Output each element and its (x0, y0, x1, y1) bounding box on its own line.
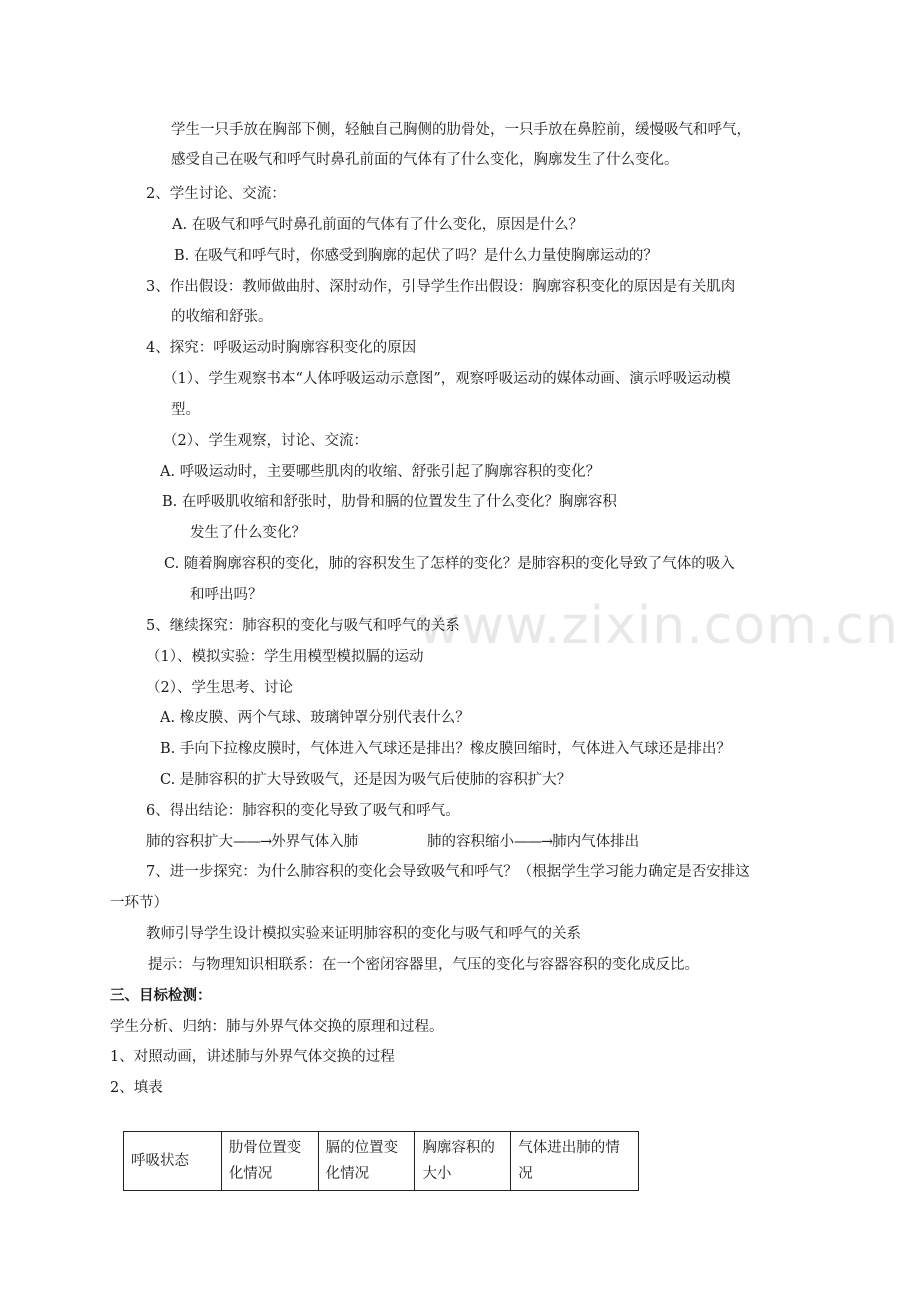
header-text: 胸廓容积的大小 (422, 1140, 495, 1182)
fill-in-table (123, 1131, 639, 1191)
text-line: 1、对照动画，讲述肺与外界气体交换的过程 (110, 1049, 395, 1065)
step-heading: 5、继续探究：肺容积的变化与吸气和呼气的关系 (146, 618, 460, 634)
table-header-cell (511, 1132, 639, 1191)
table-header-row (124, 1132, 639, 1191)
text-line: 学生分析、归纳：肺与外界气体交换的原理和过程。 (110, 1019, 444, 1035)
text-line: 2、填表 (110, 1080, 163, 1096)
text-line: 教师引导学生设计模拟实验来证明肺容积的变化与吸气和呼气的关系 (146, 926, 581, 942)
question-item: B. 在呼吸肌收缩和舒张时，肋骨和膈的位置发生了什么变化？胸廓容积 (162, 494, 617, 510)
watermark: www.zixin.com.cn (418, 596, 899, 656)
text-line: 感受自己在吸气和呼气时鼻孔前面的气体有了什么变化，胸廓发生了什么变化。 (171, 152, 679, 168)
conclusion-flow-inhale (146, 832, 358, 852)
question-item: A. 在吸气和呼气时鼻孔前面的气体有了什么变化，原因是什么？ (172, 217, 584, 233)
sub-step: （1）、模拟实验：学生用模型模拟膈的运动 (146, 649, 424, 665)
question-item: A. 橡皮膜、两个气球、玻璃钟罩分别代表什么？ (160, 710, 470, 726)
text-line: 学生一只手放在胸部下侧，轻触自己胸侧的肋骨处，一只手放在鼻腔前，缓慢吸气和呼气， (171, 122, 751, 138)
step-heading: 4、探究：呼吸运动时胸廓容积变化的原因 (146, 340, 417, 356)
right-arrow-icon: ——→ (514, 834, 553, 850)
text-line: 和呼出吗？ (190, 587, 263, 603)
step-heading: 7、进一步探究：为什么肺容积的变化会导致吸气和呼气？（根据学生学习能力确定是否安排这 (146, 864, 750, 880)
right-arrow-icon: ——→ (233, 834, 272, 850)
table-header-cell (415, 1132, 511, 1191)
sub-step: （1）、学生观察书本“人体呼吸运动示意图”，观察呼吸运动的媒体动画、演示呼吸运动模 (163, 371, 731, 387)
text-line: 的收缩和舒张。 (171, 309, 273, 325)
text-line: 一环节） (110, 895, 168, 911)
text-line: 发生了什么变化？ (190, 525, 306, 541)
exhale-cause: 肺的容积缩小 (427, 834, 514, 850)
step-heading: 3、作出假设：教师做曲肘、深肘动作，引导学生作出假设：胸廓容积变化的原因是有关肌肉 (146, 279, 736, 295)
sub-step: （2）、学生思考、讨论 (146, 680, 293, 696)
question-item: B. 在吸气和呼气时，你感受到胸廓的起伏了吗？是什么力量使胸廓运动的？ (174, 248, 658, 264)
inhale-result: 外界气体入肺 (271, 834, 359, 850)
header-text: 呼吸状态 (131, 1153, 189, 1169)
table-header-cell (318, 1132, 415, 1191)
question-item: C. 是肺容积的扩大导致吸气，还是因为吸气后使肺的容积扩大？ (160, 772, 572, 788)
text-line: 型。 (171, 402, 200, 418)
question-item: B. 手向下拉橡皮膜时，气体进入气球还是排出？橡皮膜回缩时，气体进入气球还是排出？ (160, 741, 731, 757)
question-item: C. 随着胸廓容积的变化，肺的容积发生了怎样的变化？是肺容积的变化导致了气体的吸入 (164, 556, 735, 572)
exhale-result: 肺内气体排出 (552, 834, 640, 850)
conclusion-flow-exhale (427, 832, 639, 852)
table-header-cell (124, 1132, 222, 1191)
question-item: A. 呼吸运动时，主要哪些肌肉的收缩、舒张引起了胸廓容积的变化？ (160, 464, 601, 480)
sub-step: （2）、学生观察，讨论、交流： (163, 433, 368, 449)
step-heading: 6、得出结论：肺容积的变化导致了吸气和呼气。 (146, 803, 460, 819)
header-text: 肋骨位置变化情况 (228, 1140, 302, 1182)
section-heading: 三、目标检测： (110, 987, 212, 1004)
step-heading: 2、学生讨论、交流： (146, 186, 286, 202)
inhale-cause: 肺的容积扩大 (146, 834, 233, 850)
header-text: 膈的位置变化情况 (325, 1140, 399, 1182)
header-text: 气体进出肺的情况 (518, 1140, 620, 1182)
hint-line: 提示：与物理知识相联系：在一个密闭容器里，气压的变化与容器容积的变化成反比。 (148, 957, 699, 973)
table-header-cell (221, 1132, 318, 1191)
